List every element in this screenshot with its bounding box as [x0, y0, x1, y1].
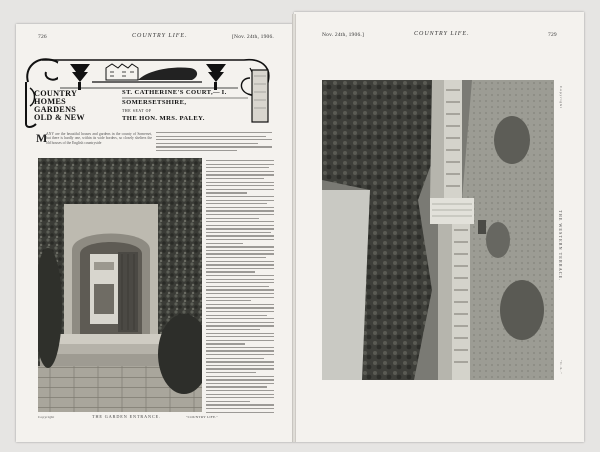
garden-entrance-photo: [38, 158, 202, 412]
article-title-text: ST. CATHERINE'S COURT,: [122, 89, 214, 96]
right-running-title: COUNTRY LIFE.: [414, 31, 470, 37]
left-photo-caption: THE GARDEN ENTRANCE.: [92, 414, 162, 419]
right-photo-credit: Copyright: [559, 86, 563, 109]
article-part: I.: [221, 89, 227, 96]
article-dropcap: M: [36, 131, 48, 145]
left-photo-credit-source: "COUNTRY LIFE.": [186, 415, 219, 419]
article-owner: THE HON. MRS. PALEY.: [122, 115, 205, 122]
left-photo-credit: Copyright: [38, 415, 55, 419]
article-intro: ANY are the beautiful houses and gardens in the county of Somerset, but there is hardly one, within its wide borders, so closely shelters the old houses of the English countryside: [46, 132, 152, 145]
left-page-date: [Nov. 24th, 1906.: [232, 34, 274, 40]
western-terrace-photo: [322, 80, 554, 380]
article-title: ST. CATHERINE'S COURT,—I.: [122, 89, 227, 96]
intro-column-right: [156, 132, 272, 156]
right-page-number: 729: [548, 32, 557, 38]
left-running-title: COUNTRY LIFE.: [132, 33, 188, 39]
series-title-line-3: GARDENS: [34, 105, 77, 114]
book-spine: [292, 14, 296, 442]
right-page-date: Nov. 24th, 1906.]: [322, 32, 364, 38]
article-masthead: [22, 52, 274, 128]
series-title-line-2: HOMES: [34, 97, 66, 106]
right-photo-credit-source: "C.L.": [559, 360, 563, 375]
series-title-line-4: OLD & NEW: [34, 113, 85, 122]
left-page-number: 726: [38, 34, 47, 40]
right-photo-caption: THE WESTERN TERRACE.: [558, 210, 563, 282]
article-county: SOMERSETSHIRE,: [122, 99, 187, 106]
series-title-line-1: COUNTRY: [34, 89, 78, 98]
seat-of-label: THE SEAT OF: [122, 109, 152, 113]
article-body-column: [206, 160, 274, 414]
